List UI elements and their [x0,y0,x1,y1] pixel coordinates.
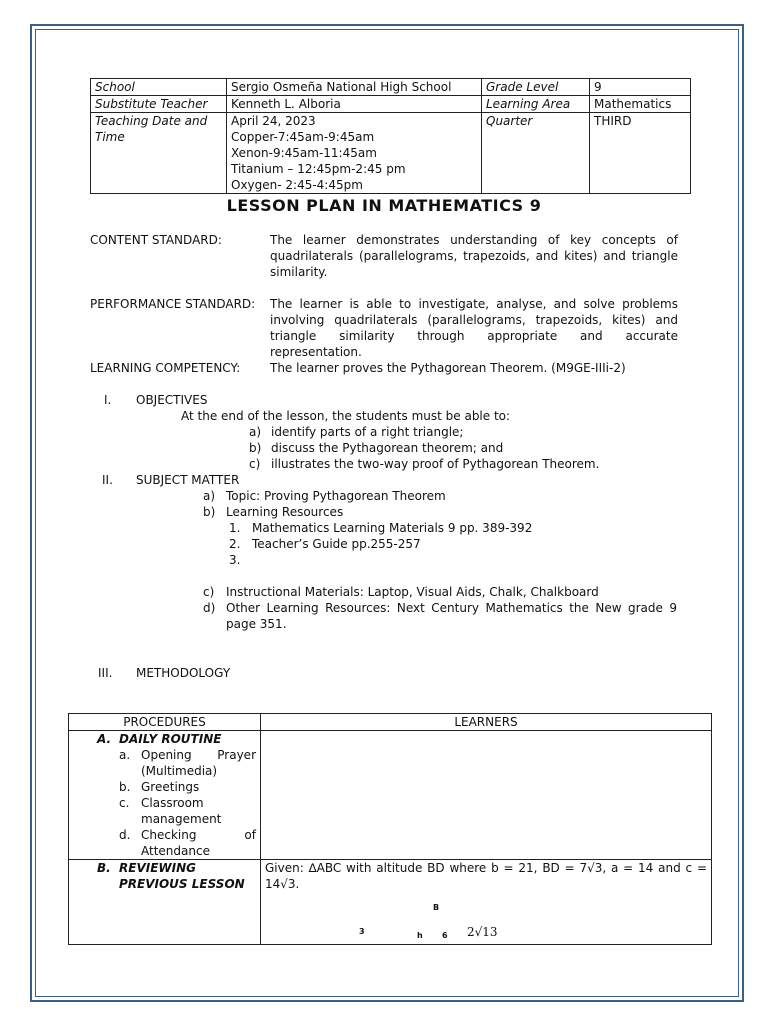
methodology-number: III. [98,666,113,680]
methodology-heading: METHODOLOGY [136,666,231,680]
objective-marker: b) [249,441,262,455]
item-marker: a. [119,748,131,762]
grade-level-value: 9 [590,79,691,96]
time-label: Teaching Date and Time [91,113,227,194]
resource-item: Mathematics Learning Materials 9 pp. 389-392 [252,521,533,535]
item-text: Opening Prayer [141,748,256,762]
table-row [69,731,712,860]
subject-marker: d) [203,601,216,615]
objective-marker: c) [249,457,261,471]
section-title: REVIEWING [119,861,196,875]
grade-level-label: Grade Level [482,79,590,96]
objectives-number: I. [104,393,112,407]
topic-text: Topic: Proving Pythagorean Theorem [226,489,446,503]
section-title: DAILY ROUTINE [119,732,222,746]
table-row [91,79,691,96]
item-text: Classroom [141,796,204,810]
content-standard-label: CONTENT STANDARD: [90,233,222,247]
other-resources-text: Other Learning Resources: Next Century Mathematics the New grade 9 page 351. [226,601,677,631]
schedule-line: Oxygen- 2:45-4:45pm [231,178,363,192]
figure-value: 2√13 [467,925,498,939]
resource-marker: 3. [229,553,241,567]
resource-marker: 2. [229,537,241,551]
school-label: School [91,79,227,96]
date-line: April 24, 2023 [231,114,316,128]
daily-routine-cell [69,731,261,860]
subject-number: II. [102,473,113,487]
objective-item: illustrates the two-way proof of Pythagorean Theorem. [271,457,600,471]
item-text: Attendance [141,844,210,858]
performance-standard-label: PERFORMANCE STANDARD: [90,297,256,311]
resource-marker: 1. [229,521,241,535]
table-row [91,96,691,113]
time-values [227,113,482,194]
objective-item: discuss the Pythagorean theorem; and [271,441,504,455]
table-row [91,113,691,194]
learning-competency [90,360,678,376]
schedule-line: Xenon-9:45am-11:45am [231,146,377,160]
teacher-label: Substitute Teacher [91,96,227,113]
item-text: Checking of [141,828,256,842]
item-marker: b. [119,780,131,794]
daily-routine-learners-cell [261,731,712,860]
learners-column-header: LEARNERS [261,714,712,731]
teacher-value: Kenneth L. Alboria [227,96,482,113]
daily-routine-heading [73,731,256,747]
school-value: Sergio Osmeña National High School [227,79,482,96]
lesson-info-table [90,78,691,194]
item-text: Greetings [141,780,200,794]
resources-text: Learning Resources [226,505,344,519]
subject-marker: a) [203,489,216,503]
content-standard-text: The learner demonstrates understanding of key concepts of quadrilaterals (parallelograms, trapezoids, and kites) and triangle similarity. [270,233,678,279]
subject-heading: SUBJECT MATTER [136,473,240,487]
subject-marker: c) [203,585,215,599]
instructional-materials-text: Instructional Materials: Laptop, Visual Aids, Chalk, Chalkboard [226,585,599,599]
list-item [73,779,256,795]
figure-label-h: h [417,931,423,940]
list-item [73,795,256,827]
learning-area-value: Mathematics [590,96,691,113]
performance-standard-text: The learner is able to investigate, analyse, and solve problems involving quadrilaterals (parallelograms, trapezoids, kites) and triangle similarity through appropriate and accurate representation. [270,297,678,359]
table-header-row [69,714,712,731]
content-standard [90,232,678,280]
objective-item: identify parts of a right triangle; [271,425,464,439]
page-title: LESSON PLAN IN MATHEMATICS 9 [226,196,542,215]
figure-label-b: B [433,903,440,912]
resource-item: Teacher’s Guide pp.255-257 [252,537,421,551]
item-text: (Multimedia) [141,764,218,778]
list-item [73,827,256,859]
objectives-heading: OBJECTIVES [136,393,208,407]
objectives-intro: At the end of the lesson, the students must be able to: [181,409,511,423]
figure-label-6: 6 [442,931,448,940]
objective-marker: a) [249,425,262,439]
figure-label-3: 3 [359,927,365,936]
learning-competency-text: The learner proves the Pythagorean Theorem. (M9GE-IIIi-2) [270,361,626,375]
section-title: PREVIOUS LESSON [119,877,245,891]
reviewing-heading [73,860,256,892]
schedule-line: Titanium – 12:45pm-2:45 pm [231,162,406,176]
section-marker: B. [97,861,111,875]
quarter-label: Quarter [482,113,590,194]
schedule-line: Copper-7:45am-9:45am [231,130,375,144]
performance-standard [90,296,678,360]
reviewing-cell [69,860,261,945]
procedures-table [68,713,712,945]
item-text: management [141,812,222,826]
reviewing-learners-cell [261,860,712,945]
quarter-value: THIRD [590,113,691,194]
given-text: Given: ∆ABC with altitude BD where b = 21, BD = 7√3, a = 14 and c = 14√3. [265,861,707,891]
procedures-column-header: PROCEDURES [69,714,261,731]
item-marker: d. [119,828,131,842]
table-row [69,860,712,945]
learning-area-label: Learning Area [482,96,590,113]
learning-competency-label: LEARNING COMPETENCY: [90,361,241,375]
item-marker: c. [119,796,130,810]
subject-marker: b) [203,505,216,519]
list-item [73,747,256,779]
section-marker: A. [97,732,112,746]
